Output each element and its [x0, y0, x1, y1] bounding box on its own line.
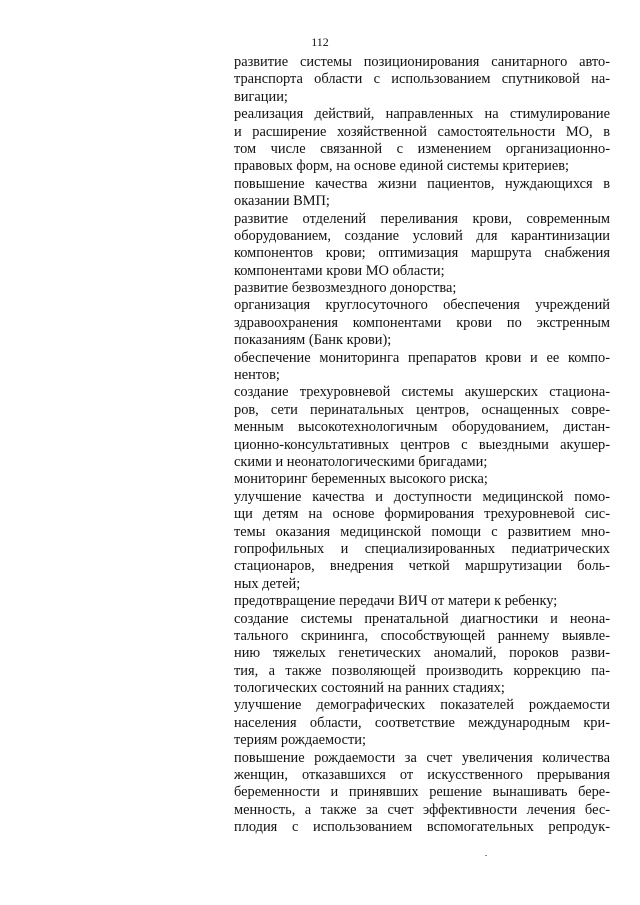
text-line: мониторинг беременных высокого риска;	[234, 471, 488, 488]
paragraph	[234, 54, 610, 106]
text-line: реализация действий, направленных на стимулирование	[234, 106, 610, 123]
text-line: развитие безвозмездного донорства;	[234, 280, 457, 297]
text-line: скими и неонатологическими бригадами;	[234, 453, 488, 470]
text-line: предотвращение передачи ВИЧ от матери к ребенку;	[234, 593, 558, 610]
text-line: повышение рождаемости за счет увеличения количества	[234, 749, 610, 766]
paragraph	[234, 611, 610, 698]
text-line: компонентов крови; оптимизация маршрута снабжения	[234, 245, 610, 262]
text-line: беременности и принявших решение вынашивать бере-	[234, 784, 610, 801]
text-line: создание системы пренатальной диагностики и неона-	[234, 610, 610, 627]
text-line: здравоохранения компонентами крови по экстренным	[234, 314, 610, 331]
text-line: развитие системы позиционирования санитарного авто-	[234, 54, 610, 70]
text-line: улучшение качества и доступности медицинской помо-	[234, 488, 610, 505]
text-line: гопрофильных и специализированных педиатрических	[234, 540, 610, 557]
text-line: ционно-консультативных центров с выездными акушер-	[234, 436, 610, 453]
text-line: повышение качества жизни пациентов, нуждающихся в	[234, 175, 610, 192]
text-line: тологических состояний на ранних стадиях;	[234, 680, 505, 697]
text-line: темы оказания медицинской помощи с развитием мно-	[234, 523, 610, 540]
paragraph	[234, 384, 610, 471]
paragraph	[234, 176, 610, 211]
text-line: ров, сети перинатальных центров, оснащенных совре-	[234, 401, 610, 418]
text-line: женщин, отказавшихся от искусственного прерывания	[234, 767, 610, 784]
document-body	[234, 54, 610, 837]
paragraph	[234, 750, 610, 837]
paragraph	[234, 211, 610, 281]
text-line: и расширение хозяйственной самостоятельности МО, в	[234, 123, 610, 140]
paragraph	[234, 471, 610, 488]
text-line: тального скрининга, способствующей раннему выявле-	[234, 627, 610, 644]
paragraph	[234, 697, 610, 749]
text-line: тия, а также позволяющей производить коррекцию па-	[234, 662, 610, 679]
text-line: менность, а также за счет эффективности лечения бес-	[234, 801, 610, 818]
paragraph	[234, 593, 610, 610]
text-line: создание трехуровневой системы акушерских стациона-	[234, 384, 610, 401]
text-line: правовых форм, на основе единой системы критериев;	[234, 158, 570, 175]
text-line: плодия с использованием вспомогательных репродук-	[234, 819, 610, 836]
text-line: развитие отделений переливания крови, современным	[234, 210, 610, 227]
text-line: обеспечение мониторинга препаратов крови и ее компо-	[234, 349, 610, 366]
scan-speck	[485, 855, 487, 856]
text-line: организация круглосуточного обеспечения учреждений	[234, 297, 610, 314]
text-line: оборудованием, создание условий для карантинизации	[234, 227, 610, 244]
text-line: оказании ВМП;	[234, 193, 330, 210]
page-number: 112	[311, 35, 329, 49]
paragraph	[234, 280, 610, 297]
text-line: том числе связанной с изменением организационно-	[234, 140, 610, 157]
text-line: менным высокотехнологичным оборудованием, дистан-	[234, 419, 610, 436]
paragraph	[234, 106, 610, 176]
text-line: показаниям (Банк крови);	[234, 332, 392, 349]
text-line: транспорта области с использованием спутниковой на-	[234, 71, 610, 88]
text-line: компонентами крови МО области;	[234, 262, 445, 279]
text-line: щи детям на основе формирования трехуровневой сис-	[234, 506, 610, 523]
paragraph	[234, 350, 610, 385]
paragraph	[234, 489, 610, 593]
paragraph	[234, 297, 610, 349]
text-line: стационаров, внедрения четкой маршрутизации боль-	[234, 558, 610, 575]
text-line: териям рождаемости;	[234, 732, 367, 749]
text-line: ных детей;	[234, 575, 301, 592]
text-line: нентов;	[234, 367, 280, 384]
text-line: вигации;	[234, 88, 288, 105]
text-line: населения области, соответствие международным кри-	[234, 714, 610, 731]
text-line: нию тяжелых генетических аномалий, пороков разви-	[234, 645, 610, 662]
text-line: улучшение демографических показателей рождаемости	[234, 697, 610, 714]
